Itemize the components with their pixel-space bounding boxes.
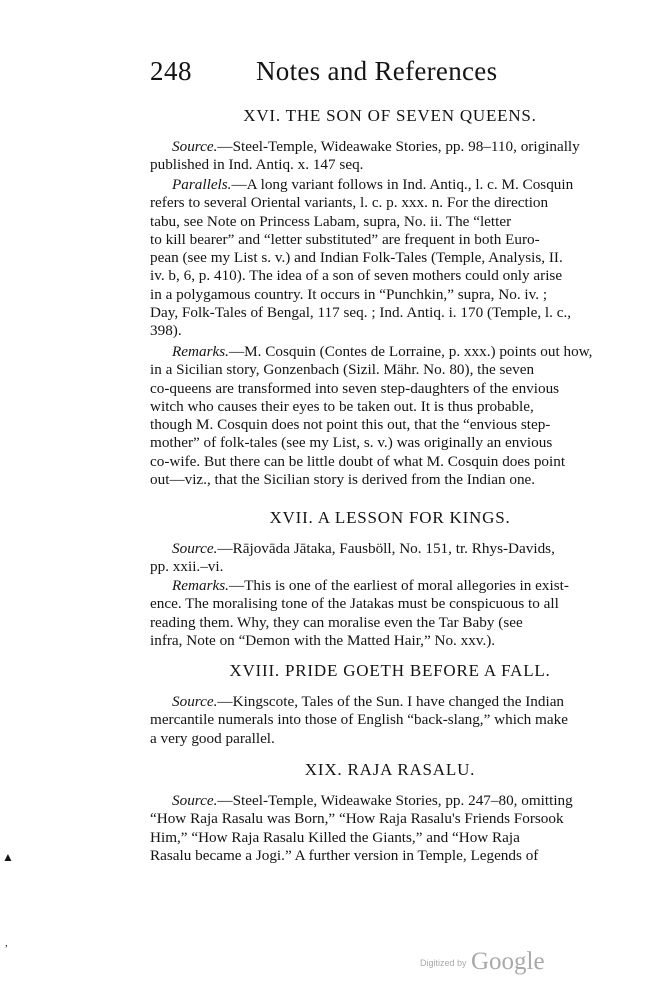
page-number: 248 [150, 56, 192, 86]
scan-tick-mark-icon: , [5, 937, 8, 949]
digitized-by-label: Digitized by [420, 958, 467, 968]
page-header [150, 56, 550, 92]
section-heading-xvi: XVI. THE SON OF SEVEN QUEENS. [243, 106, 537, 125]
scan-arrow-mark-icon: ▲ [2, 850, 14, 864]
paragraph-text: —Steel-Temple, Wideawake Stories, pp. 247–80, omitting “How Raja Rasalu was Born,” “How Raja Rasalu's Friends Forsook Him,” “How Raja Rasalu Killed the Giants,” and “How Raja Rasalu became a Jogi.” A further version in Temple, Legends of [150, 792, 573, 864]
paragraph-text: —A long variant follows in Ind. Antiq., l. c. M. Cosquin refers to several Oriental variants, l. c. p. xxx. n. For the direction tabu, see Note on Princess Labam, supra, No. ii. The “letter to kill bearer” and “letter substituted” are frequent in both Euro- pean (see my List s. v.) and Indian Folk-Tales (Temple, Analysis, II. iv. b, 6, p. 410). The idea of a son of seven mothers could only arise in a polygamous country. It occurs in “Punchkin,” supra, No. iv. ; Day, Folk-Tales of Bengal, 117 seq. ; Ind. Antiq. i. 170 (Temple, l. c., 398). [150, 176, 574, 340]
paragraph-lead: Remarks. [172, 343, 229, 360]
paragraph-lead: Source. [172, 540, 218, 557]
paragraph-text: —M. Cosquin (Contes de Lorraine, p. xxx.) points out how, in a Sicilian story, Gonzenbach (Sizil. Mähr. No. 80), the seven co-queens are transformed into seven step-daughters of the envious witch who causes their eyes to be taken out. It is thus probable, though M. Cosquin does not point this out, that the “envious step- mother” of folk-tales (see my List, s. v.) was originally an envious co-wife. But there can be little doubt of what M. Cosquin does point out—viz., that the Sicilian story is derived from the Indian one. [150, 343, 593, 489]
paragraph-source-xvii [150, 540, 634, 577]
section-heading-xviii: XVIII. PRIDE GOETH BEFORE A FALL. [229, 661, 551, 680]
paragraph-lead: Source. [172, 693, 218, 710]
google-logo: Google [470, 948, 545, 975]
paragraph-source-xviii [150, 693, 634, 748]
paragraph-lead: Parallels. [172, 176, 232, 193]
paragraph-lead: Source. [172, 138, 218, 155]
paragraph-text: —Rājovāda Jātaka, Fausböll, No. 151, tr. Rhys-Davids, pp. xxii.–vi. [150, 540, 555, 576]
paragraph-text: —Kingscote, Tales of the Sun. I have changed the Indian mercantile numerals into those of English “back-slang,” which make a very good parallel. [150, 693, 568, 747]
paragraph-parallels-xvi [150, 176, 634, 341]
paragraph-lead: Remarks. [172, 577, 229, 594]
paragraph-text: —This is one of the earliest of moral allegories in exist- ence. The moralising tone of the Jatakas must be conspicuous to all reading them. Why, they can moralise even the Tar Baby (see infra, Note on “Demon with the Matted Hair,” No. xxv.). [150, 577, 569, 649]
paragraph-lead: Source. [172, 792, 218, 809]
section-heading-xix: XIX. RAJA RASALU. [304, 760, 476, 779]
running-title: Notes and References [256, 56, 498, 86]
paragraph-text: —Steel-Temple, Wideawake Stories, pp. 98–110, originally published in Ind. Antiq. x. 147 seq. [150, 138, 580, 174]
paragraph-source-xvi [150, 138, 634, 175]
digitized-by-watermark [420, 948, 545, 976]
paragraph-source-xix [150, 792, 634, 865]
section-heading-xvii: XVII. A LESSON FOR KINGS. [269, 508, 511, 527]
paragraph-remarks-xvi [150, 343, 634, 489]
paragraph-remarks-xvii [150, 577, 634, 650]
